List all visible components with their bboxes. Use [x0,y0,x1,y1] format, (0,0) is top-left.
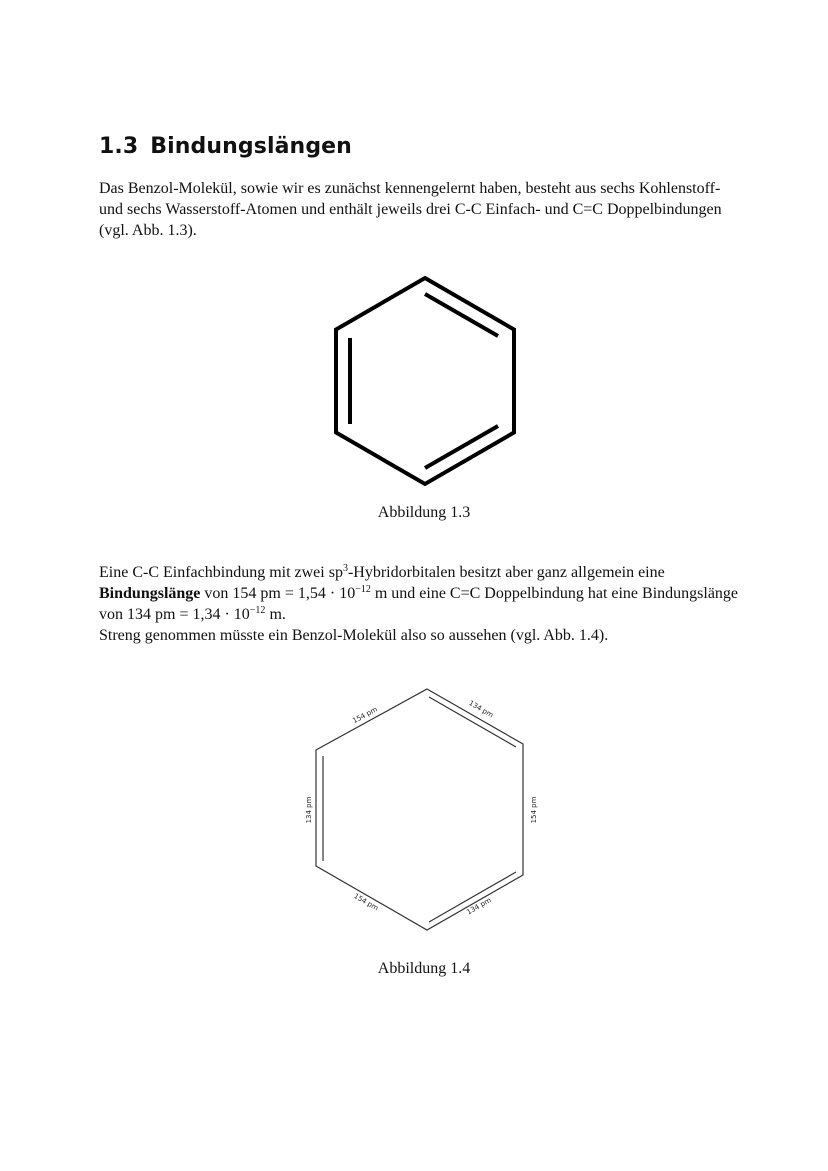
bond-label-bottom-left: 154 pm [352,892,380,913]
section-title: Bindungslängen [150,134,352,159]
bond-label-bottom-right: 134 pm [465,896,493,917]
benzene-ring-outline [336,278,514,484]
figure-1-4-caption: Abbildung 1.4 [377,960,471,977]
bond-label-right: 154 pm [530,796,538,824]
bond-label-top-left: 154 pm [351,705,379,726]
bond-length-paragraph [99,562,739,646]
bond-length-conclusion: Streng genommen müsste ein Benzol-Molekül also so aussehen (vgl. Abb. 1.4). [99,627,609,644]
intro-paragraph [99,178,739,241]
bond-label-top-right: 134 pm [467,699,495,720]
bond-label-left: 134 pm [305,796,313,824]
figure-1-3-caption: Abbildung 1.3 [377,504,471,521]
bold-term-bindungslaenge: Bindungslänge [99,585,201,602]
bond-length-text: Eine C-C Einfachbindung mit zwei $sp^3$-Hybridorbitalen besitzt aber ganz allgemein eine Bindungslänge von 154 pm = $1,54 \cdot 10^{-12}$ m und eine C=C Doppelbindung hat eine Bindungslänge von 134 pm = $1,34 \cdot 10^{-12}$ m. [99,563,739,623]
distorted-benzene-figure [280,680,550,950]
section-heading [99,134,352,159]
distorted-ring-outline [316,689,523,930]
benzene-structure-figure [320,270,530,495]
intro-text: Das Benzol-Molekül, sowie wir es zunächst kennengelernt haben, besteht aus sechs Kohlenstoff- und sechs Wasserstoff-Atomen und enthält jeweils drei C-C Einfach- und C=C Doppelbindungen (vgl. Abb. 1.3). [99,180,722,239]
section-number: 1.3 [99,134,139,159]
